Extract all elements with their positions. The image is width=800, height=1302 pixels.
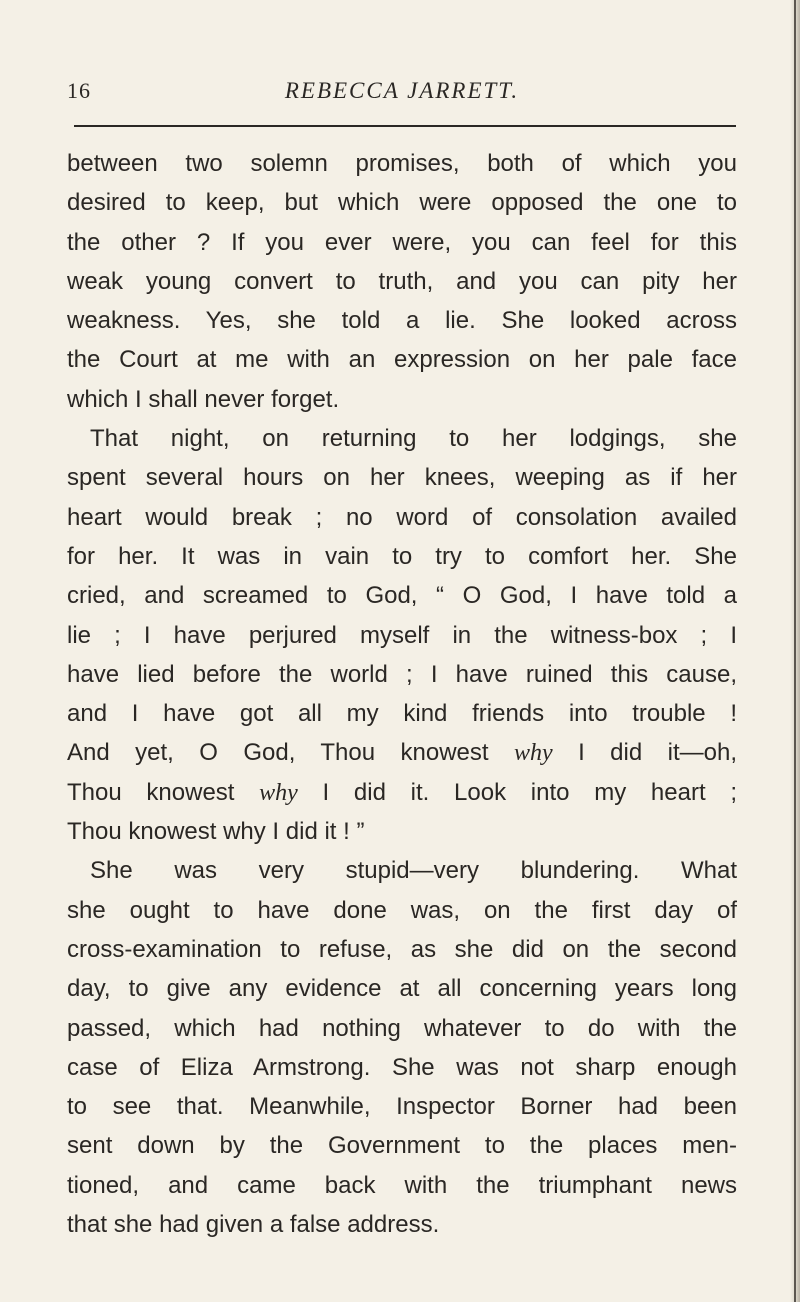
text-line: she ought to have done was, on the first day of bbox=[67, 896, 737, 924]
text-line: passed, which had nothing whatever to do with the bbox=[67, 1014, 737, 1042]
text-line: which I shall never forget. bbox=[67, 385, 340, 413]
text-line: the Court at me with an expression on her pale face bbox=[67, 346, 737, 374]
text-line: between two solemn promises, both of which you bbox=[67, 150, 737, 177]
text-line: Thou knowest why I did it ! ” bbox=[67, 818, 365, 846]
emphasis-text: why bbox=[259, 779, 298, 806]
text-line bbox=[67, 773, 737, 812]
emphasis-text: why bbox=[513, 740, 553, 767]
text-line: sent down by the Government to the places men- bbox=[67, 1132, 737, 1160]
text-fragment: I did it. Look into my heart ; bbox=[297, 778, 737, 806]
text-line: for her. It was in vain to try to comfort her. She bbox=[67, 542, 737, 570]
text-line: and I have got all my kind friends into trouble ! bbox=[67, 700, 737, 728]
text-line: cried, and screamed to God, “ O God, I have told a bbox=[67, 582, 737, 610]
text-line: that she had given a false address. bbox=[67, 1211, 440, 1239]
text-line: heart would break ; no word of consolation availed bbox=[67, 503, 737, 531]
body-text bbox=[67, 144, 737, 1244]
text-line: cross-examination to refuse, as she did on the second bbox=[67, 935, 737, 963]
text-line: to see that. Meanwhile, Inspector Borner had been bbox=[67, 1093, 737, 1121]
text-line: case of Eliza Armstrong. She was not sharp enough bbox=[67, 1053, 737, 1081]
text-line: She was very stupid—very blundering. What bbox=[90, 857, 737, 885]
text-line bbox=[67, 733, 737, 772]
text-fragment: Thou knowest bbox=[67, 778, 260, 806]
text-line: tioned, and came back with the triumphant news bbox=[67, 1171, 737, 1199]
text-fragment: And yet, O God, Thou knowest bbox=[67, 739, 514, 767]
book-title: REBECCA JARRETT. bbox=[284, 78, 520, 103]
header-rule bbox=[74, 125, 736, 127]
running-head bbox=[67, 78, 737, 114]
text-line: lie ; I have perjured myself in the witness-box ; I bbox=[67, 621, 737, 649]
text-line: That night, on returning to her lodgings, she bbox=[90, 425, 737, 453]
text-line: day, to give any evidence at all concerning years long bbox=[67, 975, 737, 1003]
page-edge-line bbox=[794, 0, 796, 1302]
text-line: spent several hours on her knees, weeping as if her bbox=[67, 464, 737, 492]
text-fragment: I did it—oh, bbox=[552, 739, 737, 767]
text-line: weakness. Yes, she told a lie. She looked across bbox=[67, 307, 737, 335]
page-number: 16 bbox=[67, 78, 91, 103]
text-line: the other ? If you ever were, you can feel for this bbox=[67, 228, 737, 256]
text-line: weak young convert to truth, and you can pity her bbox=[67, 267, 737, 295]
text-line: desired to keep, but which were opposed the one to bbox=[67, 189, 737, 217]
text-line: have lied before the world ; I have ruined this cause, bbox=[67, 660, 737, 688]
